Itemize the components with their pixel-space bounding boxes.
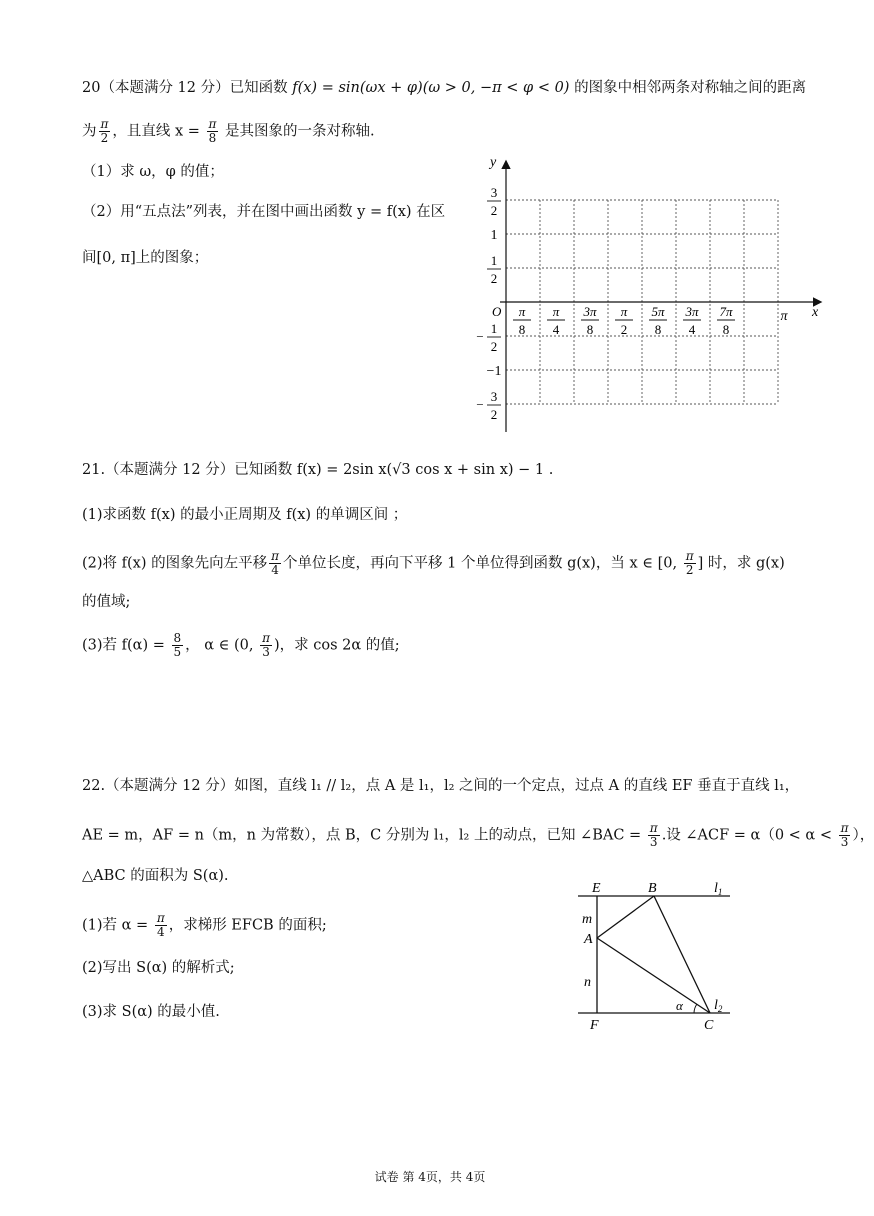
x-axis-label: x (812, 305, 819, 320)
fraction (260, 632, 272, 659)
q20-intro: 20（本题满分 12 分）已知函数 (82, 80, 293, 96)
label-C: C (704, 1018, 714, 1033)
x-tick-num: π (620, 304, 628, 319)
x-tick-den: 2 (620, 322, 628, 337)
q21-line-1: 21.（本题满分 12 分）已知函数 f(x) = 2sin x(√3 cos x + sin x) − 1 . (82, 462, 554, 478)
x-tick-den: 8 (654, 322, 662, 337)
page-footer: 试卷 第 4页，共 4页 (374, 1170, 486, 1184)
q21-part-3 (82, 632, 400, 659)
frac-num: 8 (173, 631, 182, 645)
y-tick-den: 2 (490, 203, 498, 218)
q22-text: ，求梯形 EFCB 的面积; (168, 917, 327, 934)
y-tick-label: −1 (486, 364, 502, 379)
q20-intro-tail: 的图象中相邻两条对称轴之间的距离 (569, 80, 807, 96)
x-tick-num: 3π (583, 304, 597, 319)
q20-part-2-cont: 间[0, π]上的图象； (82, 250, 209, 266)
q21-text: (3)若 f(α) = (82, 637, 170, 654)
q20-text: ，且直线 x = (112, 123, 205, 140)
fraction (99, 118, 111, 145)
x-tick-num: π (518, 304, 526, 319)
x-tick-den: 4 (688, 322, 696, 337)
x-tick-labels (513, 304, 788, 337)
fraction (155, 912, 167, 939)
x-tick-den: 8 (722, 322, 730, 337)
q21-text: ] 时，求 g(x) (697, 555, 785, 572)
label-l2 (714, 998, 723, 1014)
fraction (684, 550, 696, 577)
q22-text: .设 ∠ACF = α（0 < α < (661, 827, 837, 844)
q20-part-1: （1）求 ω，φ 的值； (82, 164, 224, 180)
q20-line-1 (82, 78, 806, 98)
x-tick-num: 7π (719, 304, 733, 319)
label-alpha: α (676, 998, 683, 1013)
frac-den: 4 (156, 925, 165, 939)
q22-text: AE = m，AF = n（m，n 为常数），点 B，C 分别为 l₁，l₂ 上的动点，已知 ∠BAC = (82, 827, 646, 844)
frac-den: 3 (262, 645, 270, 659)
x-tick-label: π (780, 309, 788, 324)
angle-alpha-arc (694, 1004, 697, 1013)
label-n: n (584, 975, 591, 990)
q21-part-2 (82, 550, 785, 577)
q21-text: 个单位长度，再向下平移 1 个单位得到函数 g(x)，当 x ∈ [0, (283, 555, 682, 572)
q22-line-3: △ABC 的面积为 S(α). (82, 868, 229, 884)
x-tick-den: 8 (518, 322, 526, 337)
fraction (648, 822, 660, 849)
label-m: m (582, 912, 593, 927)
q22-part-2: (2)写出 S(α) 的解析式; (82, 960, 235, 976)
frac-den: 8 (208, 131, 217, 145)
fraction (269, 550, 281, 577)
x-tick-num: 5π (651, 304, 665, 319)
q22-text: (1)若 α = (82, 917, 153, 934)
frac-num: π (208, 117, 217, 131)
segment-AB (597, 896, 654, 938)
segment-BC (654, 896, 710, 1013)
fraction (207, 118, 219, 145)
q21-text: )，求 cos 2α 的值; (273, 637, 400, 654)
frac-den: 3 (840, 835, 849, 849)
y-tick-den: 2 (490, 271, 498, 286)
q21-part-2-cont: 的值域; (82, 594, 131, 610)
q20-function: f(x) = sin(ωx + φ)(ω > 0, −π < φ < 0) (292, 80, 570, 96)
y-tick-sign: − (476, 397, 484, 412)
y-axis-label: y (490, 155, 497, 170)
q22-line-1: 22.（本题满分 12 分）如图，直线 l₁ // l₂，点 A 是 l₁，l₂ 之间的一个定点，过点 A 的直线 EF 垂直于直线 l₁， (82, 778, 800, 794)
y-tick-den: 2 (490, 339, 498, 354)
fraction (839, 822, 851, 849)
y-tick-num: 1 (490, 321, 498, 336)
q20-text: 是其图象的一条对称轴. (220, 123, 375, 140)
frac-num: π (649, 821, 658, 835)
q20-text: 为 (82, 123, 97, 140)
y-tick-num: 3 (490, 185, 498, 200)
q20-line-2 (82, 118, 375, 145)
label-l2-sub: 2 (717, 1004, 723, 1014)
frac-num: π (840, 821, 849, 835)
y-tick-num: 1 (490, 253, 498, 268)
q21-text: (2)将 f(x) 的图象先向左平移 (82, 555, 268, 572)
segment-AC (597, 938, 710, 1013)
frac-den: 3 (649, 835, 658, 849)
q22-line-2 (82, 822, 874, 849)
label-l2-main: l (714, 998, 718, 1013)
frac-num: π (271, 549, 280, 563)
x-tick-num: π (552, 304, 560, 319)
frac-den: 2 (100, 131, 109, 145)
frac-num: π (262, 631, 270, 645)
fraction (172, 632, 184, 659)
q20-graph (470, 150, 830, 440)
x-tick-den: 8 (586, 322, 594, 337)
label-B: B (648, 881, 657, 896)
label-A: A (584, 932, 593, 947)
q22-figure (570, 876, 740, 1036)
y-tick-sign: − (476, 329, 484, 344)
q22-text: ）， (852, 827, 874, 844)
y-tick-num: 3 (490, 389, 498, 404)
q22-part-3: (3)求 S(α) 的最小值. (82, 1004, 220, 1020)
frac-num: π (685, 549, 694, 563)
q21-part-1: (1)求函数 f(x) 的最小正周期及 f(x) 的单调区间 ； (82, 507, 408, 523)
q21-text: ， α ∈ (0, (185, 637, 259, 654)
label-F: F (590, 1018, 599, 1033)
frac-den: 5 (173, 645, 182, 659)
x-tick-num: 3π (685, 304, 699, 319)
q20-part-2: （2）用“五点法”列表，并在图中画出函数 y = f(x) 在区 (82, 204, 446, 220)
y-tick-den: 2 (490, 407, 498, 422)
x-tick-den: 4 (552, 322, 560, 337)
frac-den: 2 (685, 563, 694, 577)
frac-den: 4 (271, 563, 279, 577)
label-E: E (592, 881, 601, 896)
label-l1 (714, 881, 722, 897)
label-l1-main: l (714, 881, 718, 896)
frac-num: π (156, 911, 165, 925)
q22-part-1 (82, 912, 327, 939)
frac-num: π (100, 117, 109, 131)
y-tick-label: 1 (490, 228, 498, 243)
label-l1-sub: 1 (717, 887, 723, 897)
origin-label: O (492, 304, 502, 319)
